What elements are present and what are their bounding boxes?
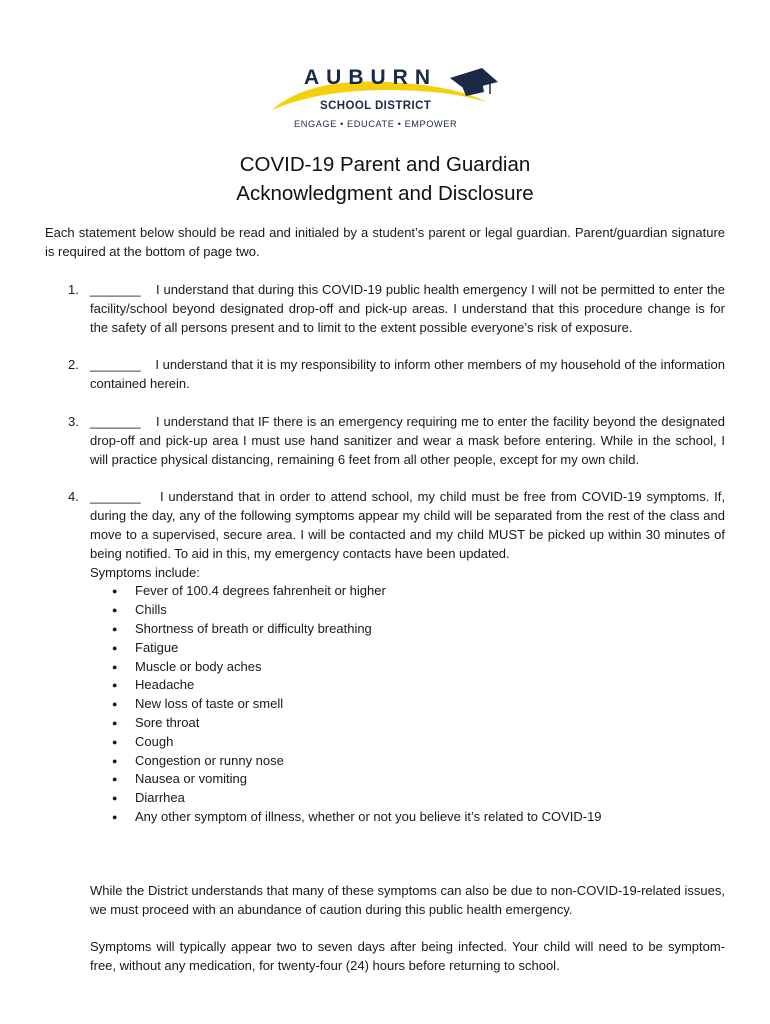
symptom-list [90,582,725,826]
statement-text: I understand that during this COVID-19 public health emergency I will not be permitted to enter the facility/school beyond designated drop-off and pick-up areas. I understand that this procedure change is for the safety of all persons present and to limit to the extent possible everyone’s risk of exposure. [90,282,725,335]
statement-item [45,281,725,337]
symptom-item: ● Shortness of breath or difficulty breathing [90,620,725,639]
statement-text: I understand that IF there is an emergency requiring me to enter the facility beyond the designated drop-off and pick-up area I must use hand sanitizer and wear a mask before entering. While in the school, I will practice physical distancing, remaining 6 feet from all other people, except for my own child. [90,413,725,467]
symptom-item: ● Cough [90,733,725,752]
symptom-item: ● New loss of taste or smell [90,695,725,714]
symptom-item: ● Any other symptom of illness, whether or not you believe it’s related to COVID-19 [90,808,725,827]
title-line-1: COVID-19 Parent and Guardian [239,153,531,176]
logo-name: AUBURN [304,66,437,89]
symptom-item: ● Sore throat [90,714,725,733]
symptom-item: ● Diarrhea [90,789,725,808]
symptom-item: ● Congestion or runny nose [90,752,725,771]
district-logo [268,60,500,130]
logo-tagline: ENGAGE • EDUCATE • EMPOWER [294,119,458,129]
symptom-item: ● Headache [90,676,725,695]
initial-blank[interactable]: _______ [90,357,141,373]
statement-number: 3. [68,413,79,429]
symptom-item: ● Muscle or body aches [90,658,725,677]
title-line-2: Acknowledgment and Disclosure [236,182,534,205]
statement-text: I understand that it is my responsibility to inform other members of my household of the information contained herein. [90,357,725,392]
symptoms-heading: Symptoms include: [90,564,200,580]
symptom-item: ● Chills [90,601,725,620]
statement-number: 1. [68,282,79,297]
statement-list [45,281,725,846]
statement-text: I understand that in order to attend school, my child must be free from COVID-19 symptoms. If, during the day, any of the following symptoms appear my child will be separated from the rest of the class and move to a supervised, secure area. I will be contacted and my child MUST be picked up within 30 minutes of being notified. To aid in this, my emergency contacts have been updated. [90,489,726,561]
statement-item [45,413,725,469]
intro-text: Each statement below should be read and initialed by a student’s parent or legal guardian. Parent/guardian signature is required at the bottom of page two. [45,225,725,259]
statement-number: 2. [68,357,79,373]
symptom-item: ● Nausea or vomiting [90,770,725,789]
page-title [0,150,770,208]
statement-item [45,356,725,394]
initial-blank[interactable]: _______ [90,489,141,505]
statement-number: 4. [68,489,79,505]
statement-item [45,488,725,826]
caution-paragraph: While the District understands that many of these symptoms can also be due to non-COVID-19-related issues, we must proceed with an abundance of caution during this public health emergency. [90,883,725,917]
symptom-timing-paragraph: Symptoms will typically appear two to seven days after being infected. Your child will need to be symptom-free, without any medication, for twenty-four (24) hours before returning to school. [90,939,725,973]
logo-district: SCHOOL DISTRICT [320,100,432,112]
symptom-item: ● Fever of 100.4 degrees fahrenheit or higher [90,582,725,601]
initial-blank[interactable]: _______ [90,413,141,429]
symptom-item: ● Fatigue [90,639,725,658]
initial-blank[interactable]: _______ [90,282,141,297]
